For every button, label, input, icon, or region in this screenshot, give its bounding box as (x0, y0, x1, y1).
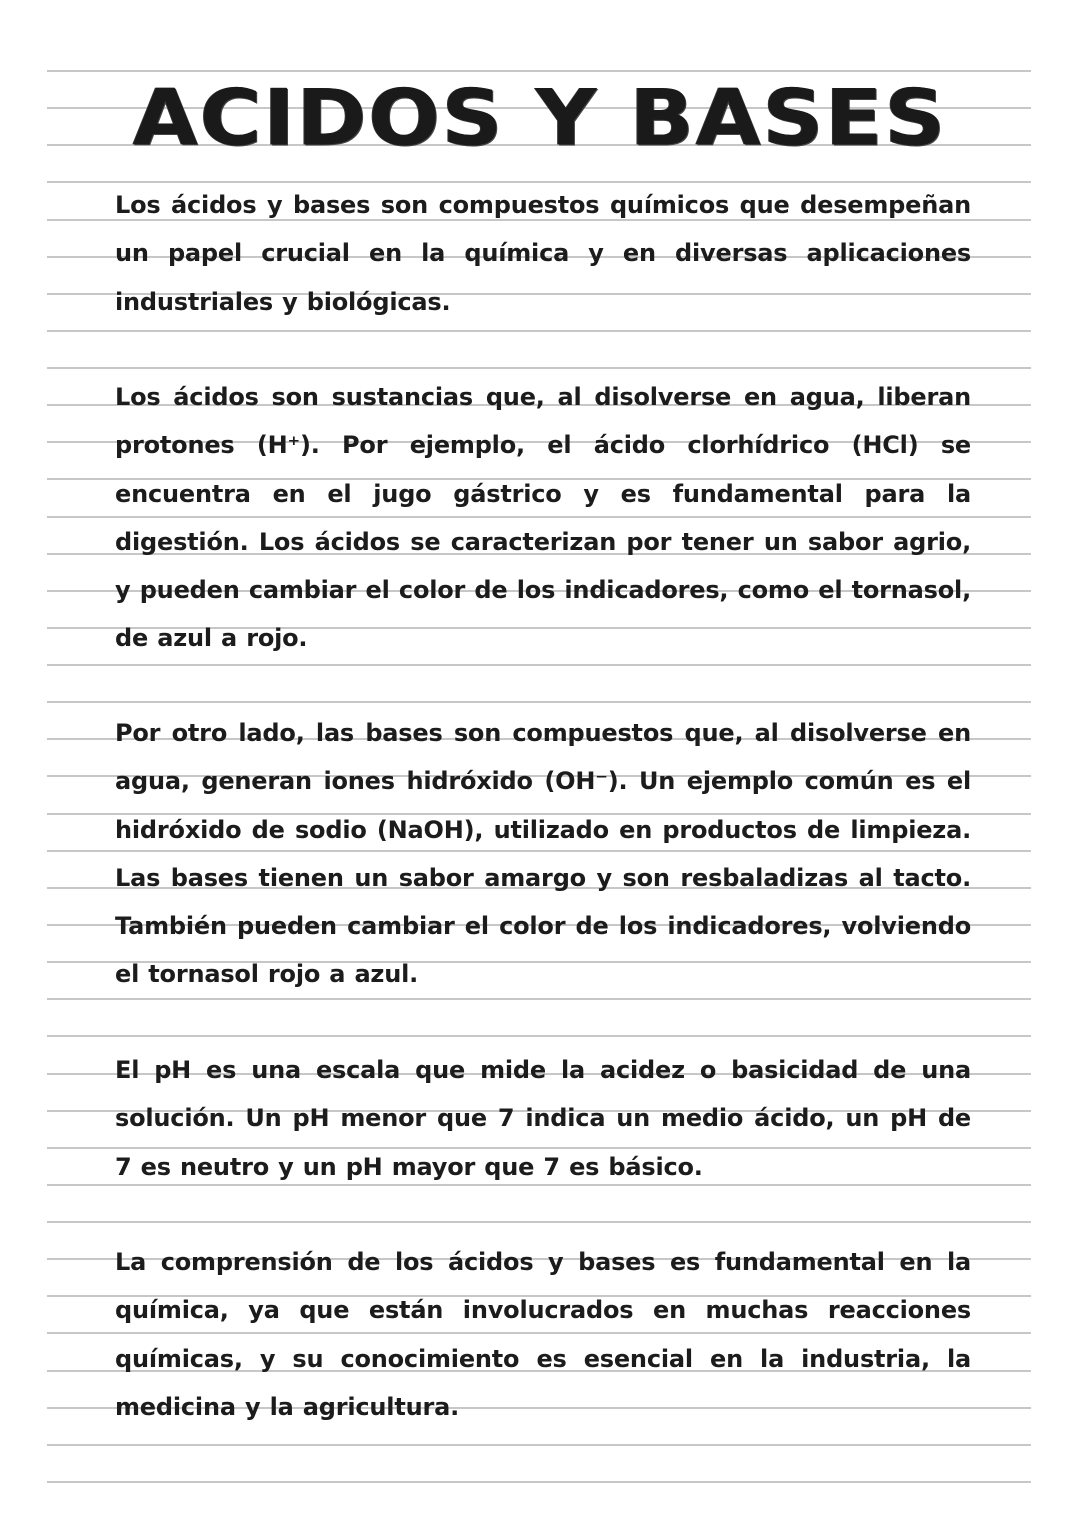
page-title: ACIDOS Y BASES (132, 72, 948, 164)
paragraph-intro: Los ácidos y bases son compuestos químicos que desempeñan un papel crucial en la química y en diversas aplicaciones industriales y biológicas. (115, 191, 971, 316)
paragraph-bases: Por otro lado, las bases son compuestos que, al disolverse en agua, generan iones hidróxido (OH⁻). Un ejemplo común es el hidróxido de sodio (NaOH), utilizado en productos de limpieza. Las bases tienen un sabor amargo y son resbaladizas al tacto. También pueden cambiar el color de los indicadores, volviendo el tornasol rojo a azul. (115, 719, 971, 989)
paragraph-conclusion: La comprensión de los ácidos y bases es fundamental en la química, ya que están involucrados en muchas reacciones químicas, y su conocimiento es esencial en la industria, la medicina y la agricultura. (115, 1248, 971, 1421)
paragraph-acids: Los ácidos son sustancias que, al disolverse en agua, liberan protones (H⁺). Por ejemplo, el ácido clorhídrico (HCl) se encuentra en el jugo gástrico y es fundamental para la digestión. Los ácidos se caracterizan por tener un sabor agrio, y pueden cambiar el color de los indicadores, como el tornasol, de azul a rojo. (115, 383, 971, 653)
paragraph-ph: El pH es una escala que mide la acidez o basicidad de una solución. Un pH menor que 7 indica un medio ácido, un pH de 7 es neutro y un pH mayor que 7 es básico. (115, 1056, 971, 1181)
